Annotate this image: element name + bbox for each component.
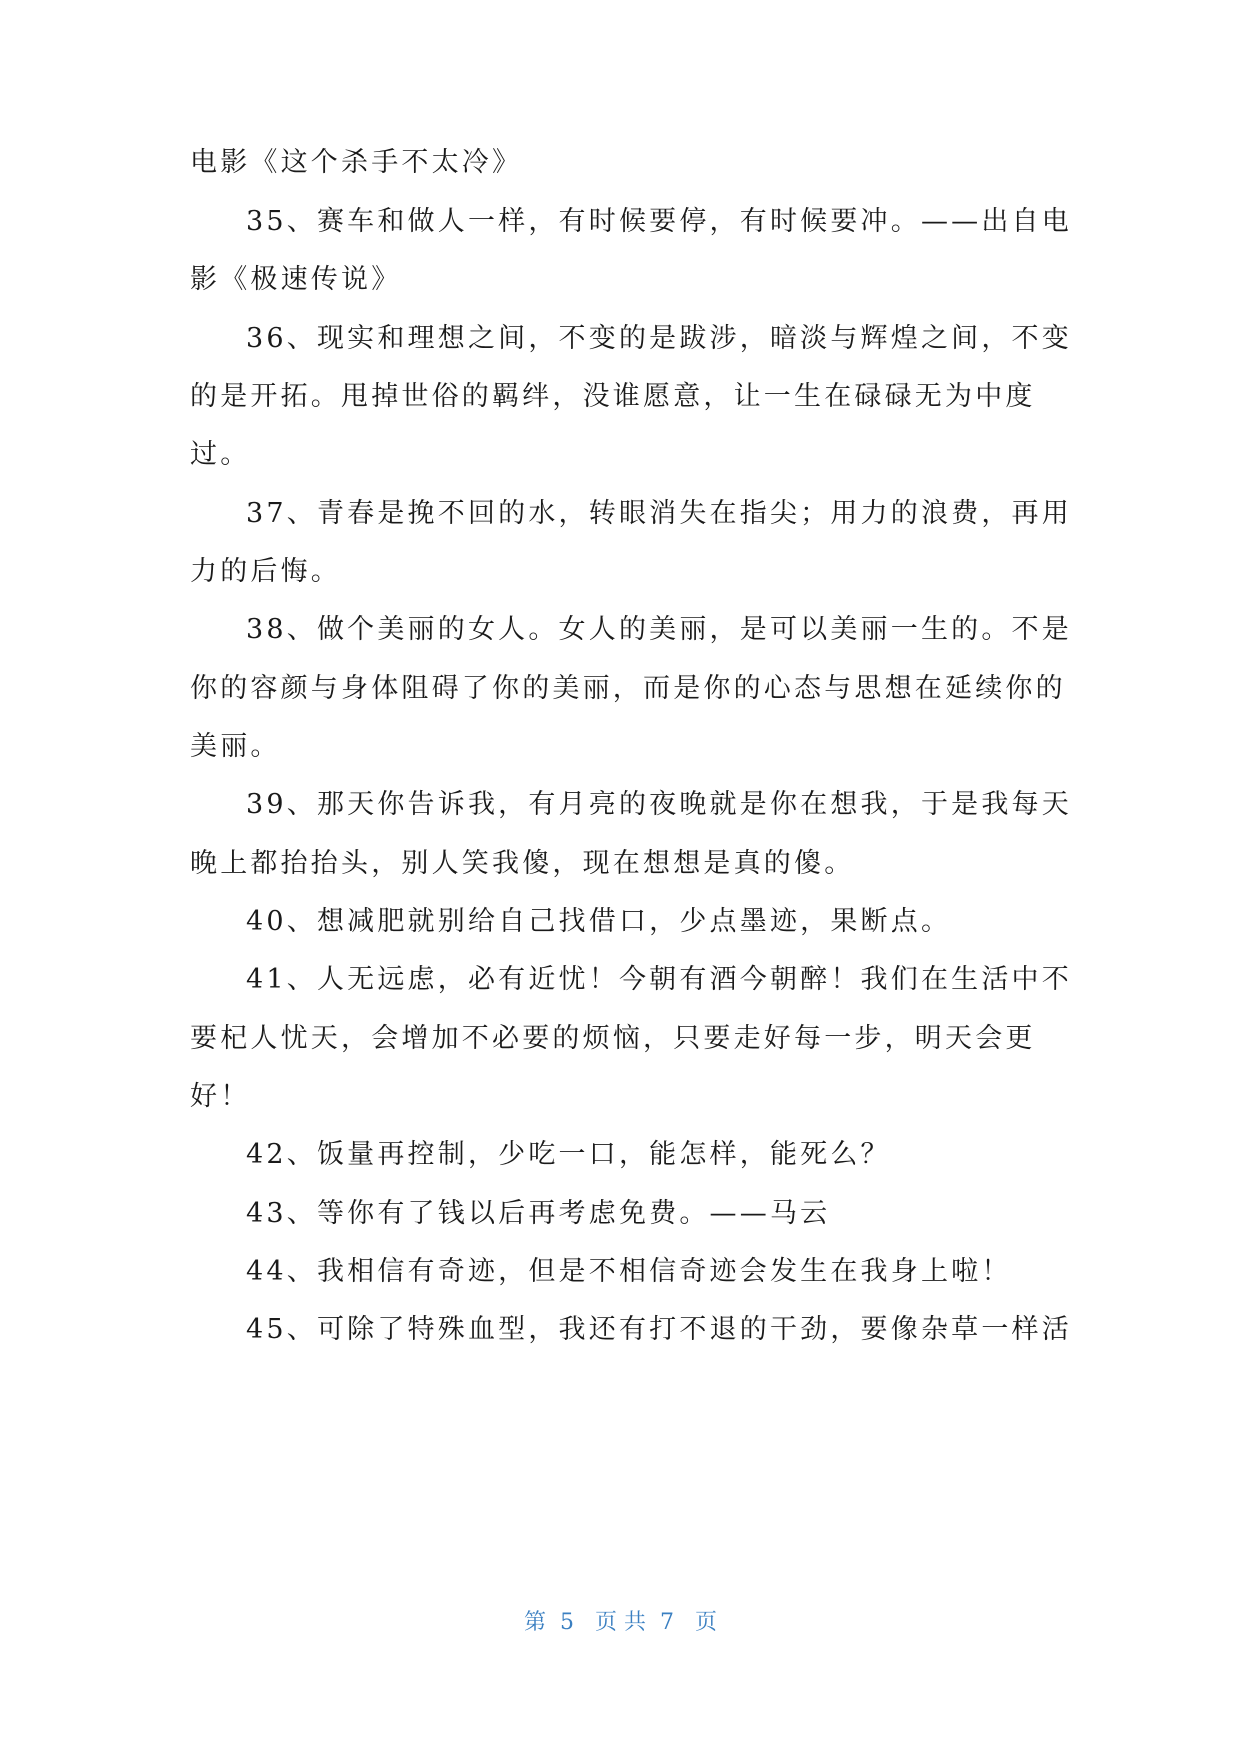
text-line: 38、做个美丽的女人。女人的美丽，是可以美丽一生的。不是 — [246, 614, 1072, 645]
page-footer: 第 5 页 共 7 页 — [524, 1610, 717, 1635]
text-line: 40、想减肥就别给自己找借口，少点墨迹，果断点。 — [246, 906, 952, 937]
text-line: 39、那天你告诉我，有月亮的夜晚就是你在想我，于是我每天 — [246, 789, 1072, 820]
text-line: 的是开拓。甩掉世俗的羁绊，没谁愿意，让一生在碌碌无为中度 — [190, 381, 1036, 412]
text-line: 要杞人忧天，会增加不必要的烦恼，只要走好每一步，明天会更 — [190, 1023, 1036, 1054]
text-line: 44、我相信有奇迹，但是不相信奇迹会发生在我身上啦！ — [246, 1256, 1012, 1287]
text-line: 晚上都抬抬头，别人笑我傻，现在想想是真的傻。 — [190, 848, 855, 879]
text-line: 37、青春是挽不回的水，转眼消失在指尖；用力的浪费，再用 — [246, 498, 1072, 529]
text-line: 美丽。 — [190, 731, 281, 762]
text-line: 41、人无远虑，必有近忧！今朝有酒今朝醉！我们在生活中不 — [246, 964, 1072, 995]
text-line: 过。 — [190, 439, 251, 470]
text-line: 43、等你有了钱以后再考虑免费。——马云 — [246, 1198, 831, 1229]
text-line: 影《极速传说》 — [190, 264, 402, 295]
text-line: 你的容颜与身体阻碍了你的美丽，而是你的心态与思想在延续你的 — [190, 673, 1066, 704]
text-line: 35、赛车和做人一样，有时候要停，有时候要冲。——出自电 — [246, 206, 1072, 237]
text-line: 电影《这个杀手不太冷》 — [190, 147, 523, 178]
text-line: 力的后悔。 — [190, 556, 341, 587]
text-line: 好！ — [190, 1081, 251, 1112]
text-line: 42、饭量再控制，少吃一口，能怎样，能死么？ — [246, 1139, 891, 1170]
text-line: 36、现实和理想之间，不变的是跋涉，暗淡与辉煌之间，不变 — [246, 323, 1072, 354]
text-line: 45、可除了特殊血型，我还有打不退的干劲，要像杂草一样活 — [246, 1314, 1072, 1345]
